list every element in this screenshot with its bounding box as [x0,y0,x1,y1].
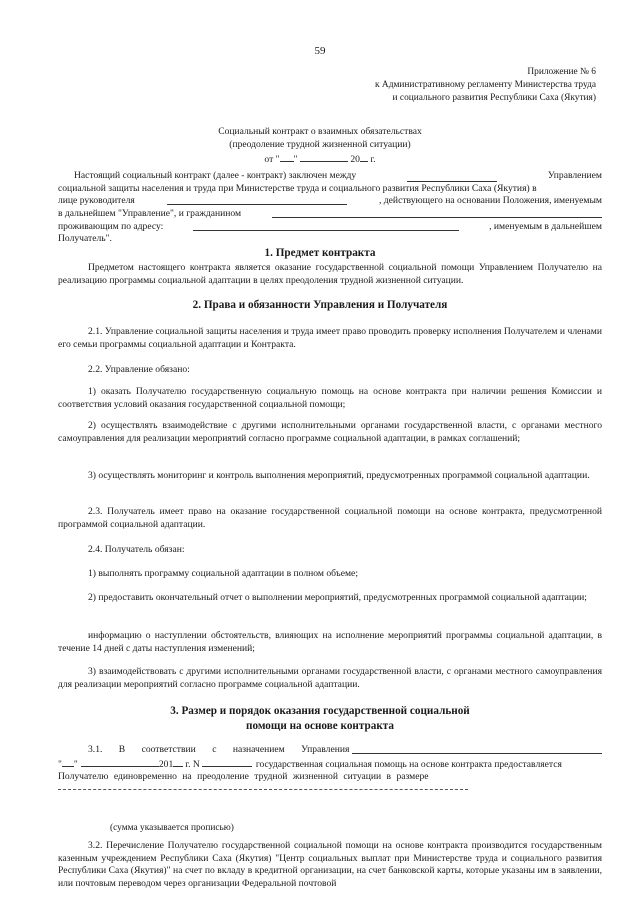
clause-2-4-2: 2) предоставить окончательный отчет о выполнении мероприятий, предусмотренных программой социальной адаптации; [88,592,587,603]
appendix-line-1: Приложение № 6 [527,67,596,77]
contract-title [0,126,640,167]
clause-3-2: 3.2. Перечисление Получателю государственной социальной помощи на основе контракта производится государственным казенным учреждением Республики Саха (Якутия) "Центр социальных выплат при Министерстве труда и социального развития Республики Саха (Якутия)" на счет по вкладу в кредитной организации, на счет банковской карты, которые указаны им в заявлении, или почтовым переводом через организации Федеральной почтовой [58,840,602,889]
appendix-line-3: и социального развития Республики Саха (Якутия) [392,92,596,103]
clause-2-2-1: 1) оказать Получателю государственную социальную помощь на основе контракта при наличии решения Комиссии и соответствия условий оказания государственной социальной помощи; [58,386,602,410]
section-1-heading: 1. Предмет контракта [264,247,376,259]
clause-2-4: 2.4. Получатель обязан: [88,544,185,555]
clause-2-1: 2.1. Управление социальной защиты населения и труда имеет право проводить проверку исполнения Получателем и членами его семьи программы социальной адаптации и Контракта. [58,326,602,350]
clause-2-4-1: 1) выполнять программу социальной адаптации в полном объеме; [88,568,358,579]
clause-2-3: 2.3. Получатель имеет право на оказание государственной социальной помощи на основе контракта, предусмотренной программой социальной адаптации. [58,506,602,530]
appendix-line-2: к Административному регламенту Министерства труда [375,79,596,90]
sum-in-words-hint: (сумма указывается прописью) [110,823,234,833]
section-1-text: Предметом настоящего контракта является оказание государственной социальной помощи Управлением Получателю на реализацию программы социальной адаптации в целях преодоления трудной жизненной ситуации. [58,262,602,286]
clause-2-4-2b: информацию о наступлении обстоятельств, влияющих на исполнение мероприятий программы социальной адаптации, в течение 14 дней с даты наступления изменений; [58,630,602,654]
title-date: от " " 20 г. [264,153,376,165]
clause-2-2-3: 3) осуществлять мониторинг и контроль выполнения мероприятий, предусмотренных программой социальной адаптации. [88,470,590,481]
section-2-heading: 2. Права и обязанности Управления и Получателя [192,299,448,311]
page-number: 59 [314,45,326,57]
appendix-header [375,66,596,105]
clause-2-4-3: 3) взаимодействовать с другими исполнительными органами государственной власти, с органами местного самоуправления для реализации мероприятий согласно программе социальной адаптации. [58,666,602,690]
title-line-2: (преодоление трудной жизненной ситуации) [229,138,411,150]
clause-2-2-2: 2) осуществлять взаимодействие с другими исполнительными органами государственной власти, с органами местного самоуправления для реализации мероприятий согласно программе социальной адаптации, в рамках соглашений; [58,420,602,444]
clause-2-2: 2.2. Управление обязано: [88,364,190,375]
section-3-heading: 3. Размер и порядок оказания государственной социальной помощи на основе контракта [170,705,470,732]
intro-paragraph: Настоящий социальный контракт (далее - контракт) заключен между Управлением социальной защиты населения и труда при Министерстве труда и социального развития Республики Саха (Якутия) в лице руководителя , действующего на основании Положения, именуемым в дальнейшем "Управление", и гражданином проживающим по адресу: , именуемым в дальнейшем Получатель". [58,170,602,245]
clause-3-1: 3.1. В соответствии с назначением Управления " " 201 г. N государственная социальная помощь на основе контракта предоставляется Получателю единовременно на преодоление трудной жизненной ситуации в размере [58,744,602,790]
title-line-1: Социальный контракт о взаимных обязательствах [218,126,422,137]
